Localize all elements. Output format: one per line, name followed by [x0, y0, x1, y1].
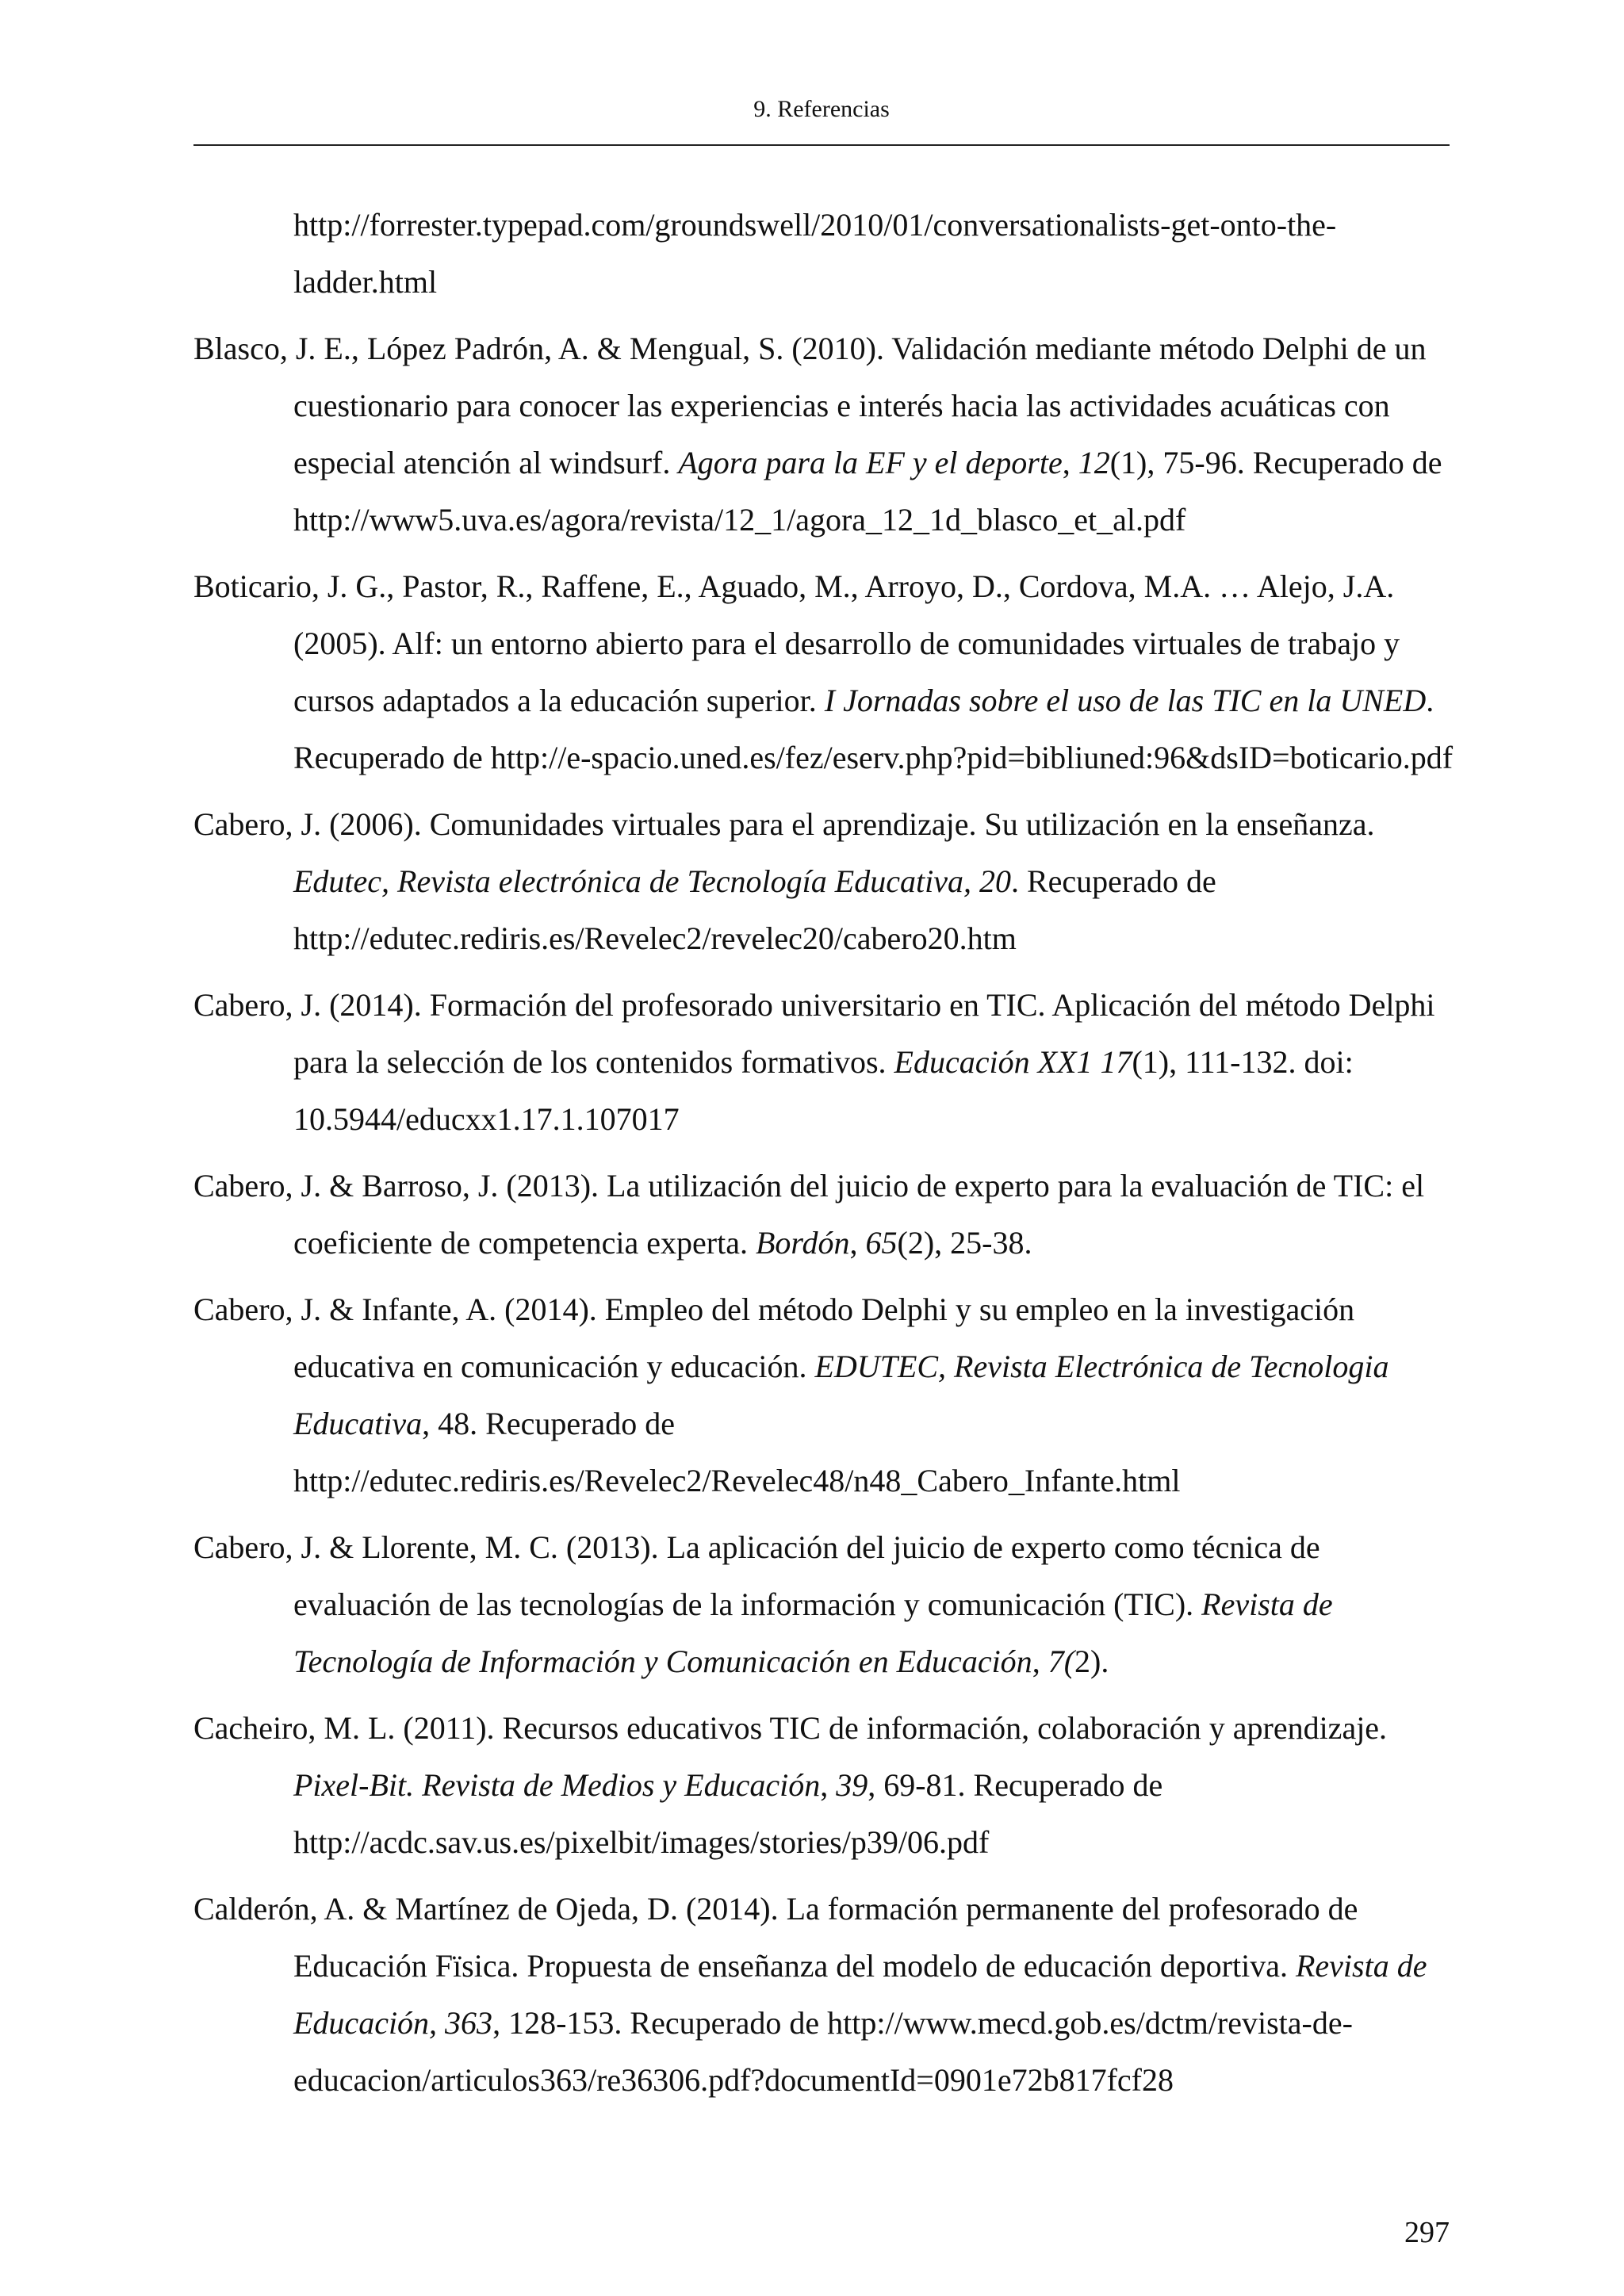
reference-text: , — [820, 1767, 837, 1803]
running-header: 9. Referencias — [753, 96, 890, 122]
reference-journal: Agora para la EF y el deporte — [678, 445, 1063, 480]
reference-entry-blasco-2010 — [193, 320, 1454, 549]
reference-list — [193, 197, 1454, 2118]
reference-entry-cabero-2014 — [193, 977, 1454, 1148]
reference-text: Cacheiro, M. L. (2011). Recursos educativos TIC de información, colaboración y aprendizaje. — [193, 1710, 1388, 1746]
reference-journal: I Jornadas sobre el uso de las TIC en la UNED — [824, 683, 1427, 718]
reference-text: . Recuperado de http://e-spacio.uned.es/fez/eserv.php?pid=bibliuned:96&dsID=boticario.pdf — [293, 683, 1454, 775]
reference-text: 2). — [1074, 1644, 1109, 1679]
reference-text: Cabero, J. (2014). Formación del profesorado universitario en TIC. Aplicación del método Delphi para la selección de los contenidos formativos. — [193, 987, 1435, 1080]
reference-text: Cabero, J. (2006). Comunidades virtuales para el aprendizaje. Su utilización en la enseñanza. — [193, 806, 1375, 842]
reference-text: , 69-81. Recuperado de http://acdc.sav.us.es/pixelbit/images/stories/p39/06.pdf — [293, 1767, 1163, 1860]
reference-text: http://forrester.typepad.com/groundswell/2010/01/conversationalists-get-onto-the-ladder.html — [293, 207, 1337, 300]
reference-text: . Recuperado de http://edutec.rediris.es/Revelec2/revelec20/cabero20.htm — [293, 863, 1216, 956]
reference-volume: 65 — [865, 1225, 898, 1261]
reference-text: (1), 111-132. doi: 10.5944/educxx1.17.1.107017 — [293, 1044, 1354, 1137]
reference-text: , 128-153. Recuperado de http://www.mecd.gob.es/dctm/revista-de-educacion/articulos363/re36306.pdf?documentId=0901e72b817fcf28 — [293, 2005, 1353, 2098]
reference-text: Cabero, J. & Llorente, M. C. (2013). La aplicación del juicio de experto como técnica de evaluación de las tecnologías de la información y comunicación (TIC). — [193, 1529, 1320, 1622]
reference-text: , — [1032, 1644, 1048, 1679]
reference-volume: 12 — [1078, 445, 1110, 480]
reference-entry-cabero-barroso-2013 — [193, 1158, 1454, 1272]
reference-text: Cabero, J. & Barroso, J. (2013). La utilización del juicio de experto para la evaluación de TIC: el coeficiente de competencia experta. — [193, 1168, 1425, 1261]
reference-journal: Bordón — [756, 1225, 850, 1261]
reference-entry-calderon-2014 — [193, 1881, 1454, 2109]
reference-text: (1), 75-96. Recuperado de http://www5.uva.es/agora/revista/12_1/agora_12_1d_blasco_et_al.pdf — [293, 445, 1442, 538]
reference-volume: 7( — [1048, 1644, 1075, 1679]
reference-entry-cabero-llorente-2013 — [193, 1519, 1454, 1690]
reference-text: , 48. Recuperado de http://edutec.rediris.es/Revelec2/Revelec48/n48_Cabero_Infante.html — [293, 1406, 1181, 1498]
reference-text: Blasco, J. E., López Padrón, A. & Mengual, S. (2010). Validación mediante método Delphi de un cuestionario para conocer las experiencias e interés hacia las actividades acuáticas con especial atención al windsurf. — [193, 331, 1427, 480]
reference-journal: Revista de Educación, 363 — [293, 1948, 1427, 2041]
reference-text: (2), 25-38. — [897, 1225, 1032, 1261]
reference-journal: Revista de Tecnología de Información y Comunicación en Educación — [293, 1586, 1333, 1679]
reference-entry-continuation — [193, 197, 1454, 311]
reference-entry-boticario-2005 — [193, 558, 1454, 786]
reference-entry-cabero-infante-2014 — [193, 1281, 1454, 1510]
reference-entry-cacheiro-2011 — [193, 1700, 1454, 1871]
reference-journal: Educación XX1 17 — [894, 1044, 1132, 1080]
reference-entry-cabero-2006 — [193, 796, 1454, 967]
reference-journal: Pixel-Bit. Revista de Medios y Educación — [293, 1767, 821, 1803]
reference-volume: 39 — [836, 1767, 868, 1803]
reference-text: Boticario, J. G., Pastor, R., Raffene, E., Aguado, M., Arroyo, D., Cordova, M.A. … Alejo, J.A. (2005). Alf: un entorno abierto para el desarrollo de comunidades virtuales de trabajo y cursos adaptados a la educación superior. — [193, 568, 1400, 718]
reference-text: , — [849, 1225, 866, 1261]
reference-text: Cabero, J. & Infante, A. (2014). Empleo del método Delphi y su empleo en la investigación educativa en comunicación y educación. — [193, 1292, 1355, 1384]
reference-text: Calderón, A. & Martínez de Ojeda, D. (2014). La formación permanente del profesorado de Educación Fïsica. Propuesta de enseñanza del modelo de educación deportiva. — [193, 1891, 1358, 1984]
reference-journal: EDUTEC, Revista Electrónica de Tecnologia Educativa — [293, 1349, 1389, 1441]
page-number: 297 — [1404, 2216, 1450, 2249]
reference-journal: Edutec, Revista electrónica de Tecnología Educativa, 20 — [293, 863, 1011, 899]
header-rule — [193, 144, 1450, 146]
reference-text: , — [1062, 445, 1078, 480]
